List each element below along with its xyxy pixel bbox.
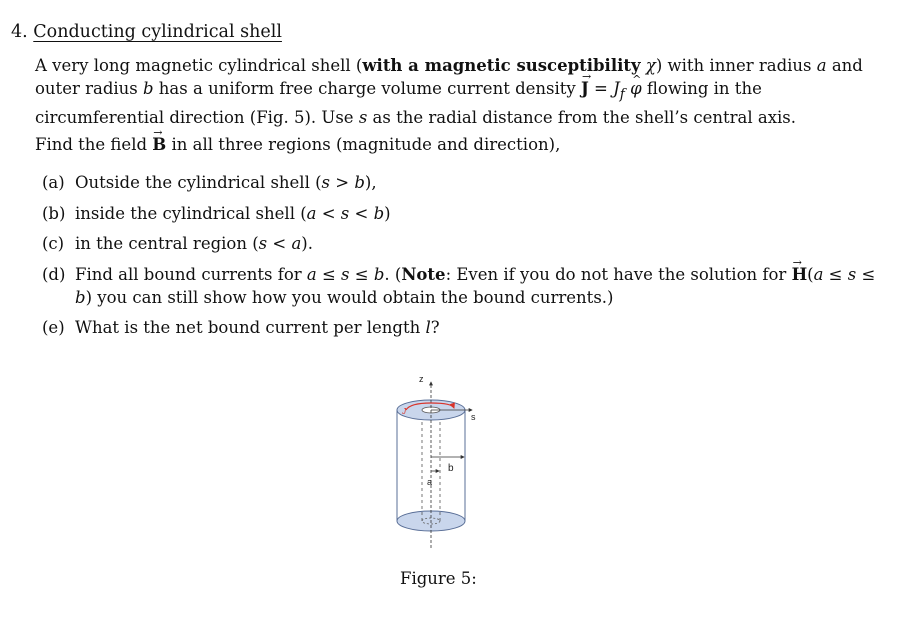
subquestion-math: s > b xyxy=(321,173,365,192)
subquestion-text: : Even if you do not have the solution for xyxy=(445,264,792,284)
equals-sign: = xyxy=(588,79,614,98)
subquestion-math: s < a xyxy=(258,234,302,253)
vector-J: → J xyxy=(581,77,589,100)
subquestion-math: a < s < b xyxy=(306,203,385,223)
statement-bold: with a magnetic susceptibility xyxy=(362,56,641,75)
subquestion-label: (b) xyxy=(42,203,66,223)
problem-title: Conducting cylindrical shell xyxy=(33,22,282,42)
current-J-label: J xyxy=(402,407,406,416)
task-text: in all three regions (magnitude and direction), xyxy=(166,135,561,154)
subquestion-text: inside the cylindrical shell ( xyxy=(75,203,307,223)
subquestion-text: ? xyxy=(430,317,440,337)
vector-H: → H xyxy=(792,263,808,286)
statement-text: ) with inner radius xyxy=(655,56,817,75)
subquestion-text: ) xyxy=(384,203,391,223)
subquestion-e xyxy=(42,316,892,339)
symbol-a: a xyxy=(816,56,827,75)
subquestion-text: ). xyxy=(301,234,313,253)
subquestion-math: a ≤ s ≤ b xyxy=(306,264,385,284)
task-statement xyxy=(35,133,895,156)
vector-B: → B xyxy=(152,133,166,156)
subquestion-text: . ( xyxy=(384,264,402,284)
statement-text: flowing in the circumferential direction (Fig. 5). Use xyxy=(35,79,762,128)
subquestion-label: (c) xyxy=(42,234,65,253)
subquestion-label: (a) xyxy=(42,173,65,192)
subquestion-d xyxy=(42,263,892,309)
statement-text: A very long magnetic cylindrical shell ( xyxy=(35,56,363,75)
subquestion-math: a ≤ s ≤ b xyxy=(75,264,876,307)
symbol-Jf: J xyxy=(613,79,620,98)
task-text: Find the field xyxy=(35,135,153,154)
note-label: Note xyxy=(401,264,446,284)
subquestion-label: (e) xyxy=(42,317,65,337)
subscript-f: f xyxy=(619,86,625,103)
subquestion-text: Find all bound currents for xyxy=(75,264,307,284)
subquestion-text: in the central region ( xyxy=(75,234,259,253)
subquestion-text: you can still show how you would obtain the bound currents.) xyxy=(92,287,614,307)
s-axis-label: s xyxy=(471,412,476,422)
paren: ) xyxy=(85,287,92,307)
symbol-s: s xyxy=(358,108,368,128)
statement-text: as the radial distance from the shell’s central axis. xyxy=(367,108,797,128)
unit-phi-hat: ^ φ xyxy=(630,77,642,100)
problem-statement xyxy=(35,54,895,129)
subquestion-math: l xyxy=(425,317,431,337)
subquestion-list xyxy=(42,171,892,346)
subquestion-c xyxy=(42,232,892,255)
statement-text: has a uniform free charge volume current density xyxy=(153,79,581,98)
radius-b-label: b xyxy=(448,463,454,474)
subquestion-text: ), xyxy=(364,173,377,192)
problem-number: 4. xyxy=(11,22,28,42)
subquestion-text: What is the net bound current per length xyxy=(75,317,426,337)
z-axis-label: z xyxy=(419,374,424,384)
cylinder-figure xyxy=(390,370,490,560)
subquestion-text: Outside the cylindrical shell ( xyxy=(75,173,322,192)
paren: ( xyxy=(807,264,814,284)
subquestion-b xyxy=(42,202,892,225)
figure-caption: Figure 5: xyxy=(400,569,477,588)
subquestion-label: (d) xyxy=(42,264,66,284)
symbol-b: b xyxy=(143,79,154,98)
problem-heading xyxy=(11,22,282,42)
chi-symbol: χ xyxy=(645,56,656,75)
statement-text: and outer radius xyxy=(35,56,863,98)
radius-a-label: a xyxy=(427,477,433,487)
subquestion-a xyxy=(42,171,892,194)
